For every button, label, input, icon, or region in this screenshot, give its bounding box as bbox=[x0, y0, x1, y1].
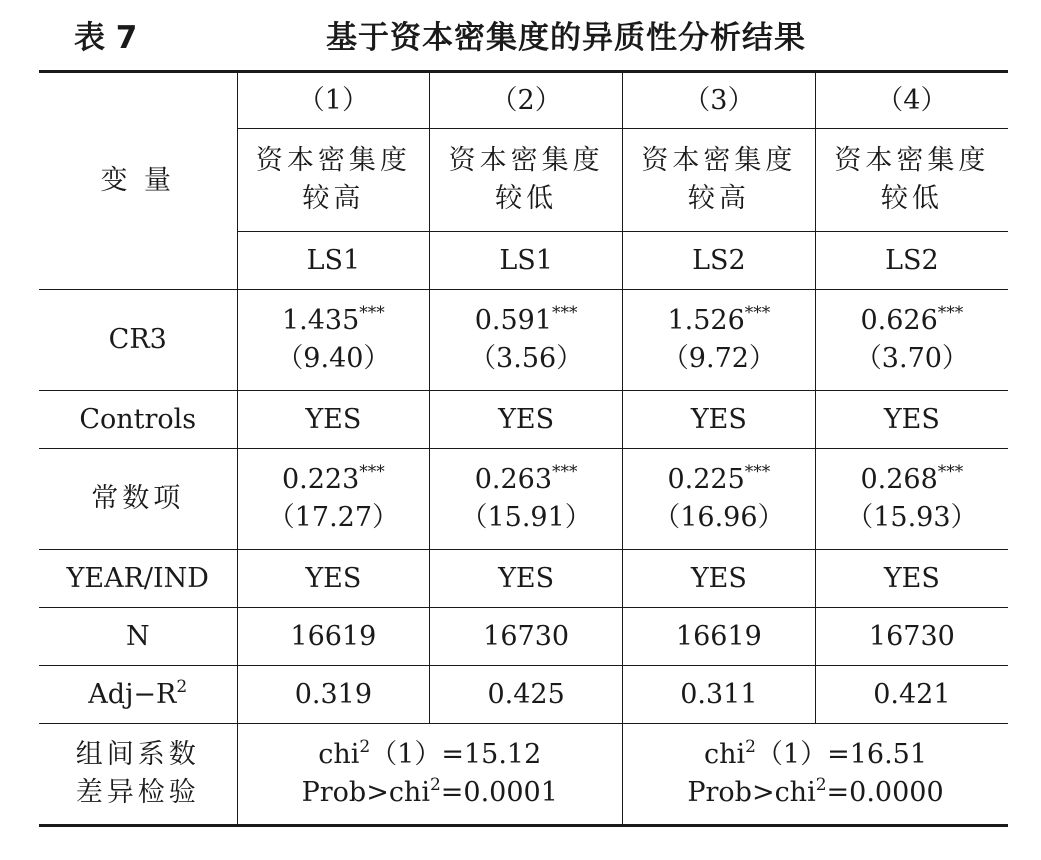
test-result-cell: chi$^2$（1）=16.51 Prob>chi$^2$=0.0000 bbox=[623, 724, 1009, 826]
value-cell: YES bbox=[430, 550, 623, 608]
value-cell: YES bbox=[815, 550, 1008, 608]
coef-cell: 0.223*** （17.27） bbox=[237, 449, 430, 550]
row-label: 常数项 bbox=[39, 449, 237, 550]
table-row-controls bbox=[39, 391, 1008, 449]
dep-var: LS1 bbox=[237, 232, 430, 290]
stub-header: 变 量 bbox=[39, 72, 237, 290]
row-label: Controls bbox=[39, 391, 237, 449]
coef-cell: 1.526*** （9.72） bbox=[623, 290, 816, 391]
coef-cell: 0.626*** （3.70） bbox=[815, 290, 1008, 391]
table-row-constant bbox=[39, 449, 1008, 550]
row-label: N bbox=[39, 608, 237, 666]
value-cell: 0.421 bbox=[815, 666, 1008, 724]
col-number: （2） bbox=[430, 72, 623, 129]
value-cell: 0.319 bbox=[237, 666, 430, 724]
coef-cell: 0.591*** （3.56） bbox=[430, 290, 623, 391]
table-row-n bbox=[39, 608, 1008, 666]
row-label: 组间系数 差异检验 bbox=[39, 724, 237, 826]
col-group-label: 资本密集度 较高 bbox=[623, 129, 816, 232]
dep-var: LS1 bbox=[430, 232, 623, 290]
coef-cell: 0.225*** （16.96） bbox=[623, 449, 816, 550]
value-cell: 16730 bbox=[815, 608, 1008, 666]
dep-var: LS2 bbox=[815, 232, 1008, 290]
value-cell: 0.425 bbox=[430, 666, 623, 724]
value-cell: 16619 bbox=[623, 608, 816, 666]
value-cell: YES bbox=[815, 391, 1008, 449]
table-row-diff-test bbox=[39, 724, 1008, 826]
header-row-numbers bbox=[39, 72, 1008, 129]
value-cell: 16730 bbox=[430, 608, 623, 666]
table-caption bbox=[0, 12, 1041, 56]
dep-var: LS2 bbox=[623, 232, 816, 290]
value-cell: YES bbox=[623, 391, 816, 449]
row-label: $Adj-R^2$ bbox=[39, 666, 237, 724]
coef-cell: 0.263*** （15.91） bbox=[430, 449, 623, 550]
col-number: （4） bbox=[815, 72, 1008, 129]
coef-cell: 1.435*** （9.40） bbox=[237, 290, 430, 391]
col-group-label: 资本密集度 较高 bbox=[237, 129, 430, 232]
value-cell: YES bbox=[237, 550, 430, 608]
col-number: （1） bbox=[237, 72, 430, 129]
results-table bbox=[39, 70, 1008, 827]
table-number: 表 7 bbox=[74, 20, 138, 56]
col-group-label: 资本密集度 较低 bbox=[815, 129, 1008, 232]
coef-cell: 0.268*** （15.93） bbox=[815, 449, 1008, 550]
row-label: YEAR/IND bbox=[39, 550, 237, 608]
table-row-cr3 bbox=[39, 290, 1008, 391]
table-title: 基于资本密集度的异质性分析结果 bbox=[326, 20, 806, 56]
table-row-adj-r2 bbox=[39, 666, 1008, 724]
col-number: （3） bbox=[623, 72, 816, 129]
value-cell: YES bbox=[430, 391, 623, 449]
row-label: CR3 bbox=[39, 290, 237, 391]
table-row-year-ind bbox=[39, 550, 1008, 608]
test-result-cell: chi$^2$（1）=15.12 Prob>chi$^2$=0.0001 bbox=[237, 724, 623, 826]
value-cell: YES bbox=[623, 550, 816, 608]
value-cell: 16619 bbox=[237, 608, 430, 666]
value-cell: 0.311 bbox=[623, 666, 816, 724]
value-cell: YES bbox=[237, 391, 430, 449]
col-group-label: 资本密集度 较低 bbox=[430, 129, 623, 232]
